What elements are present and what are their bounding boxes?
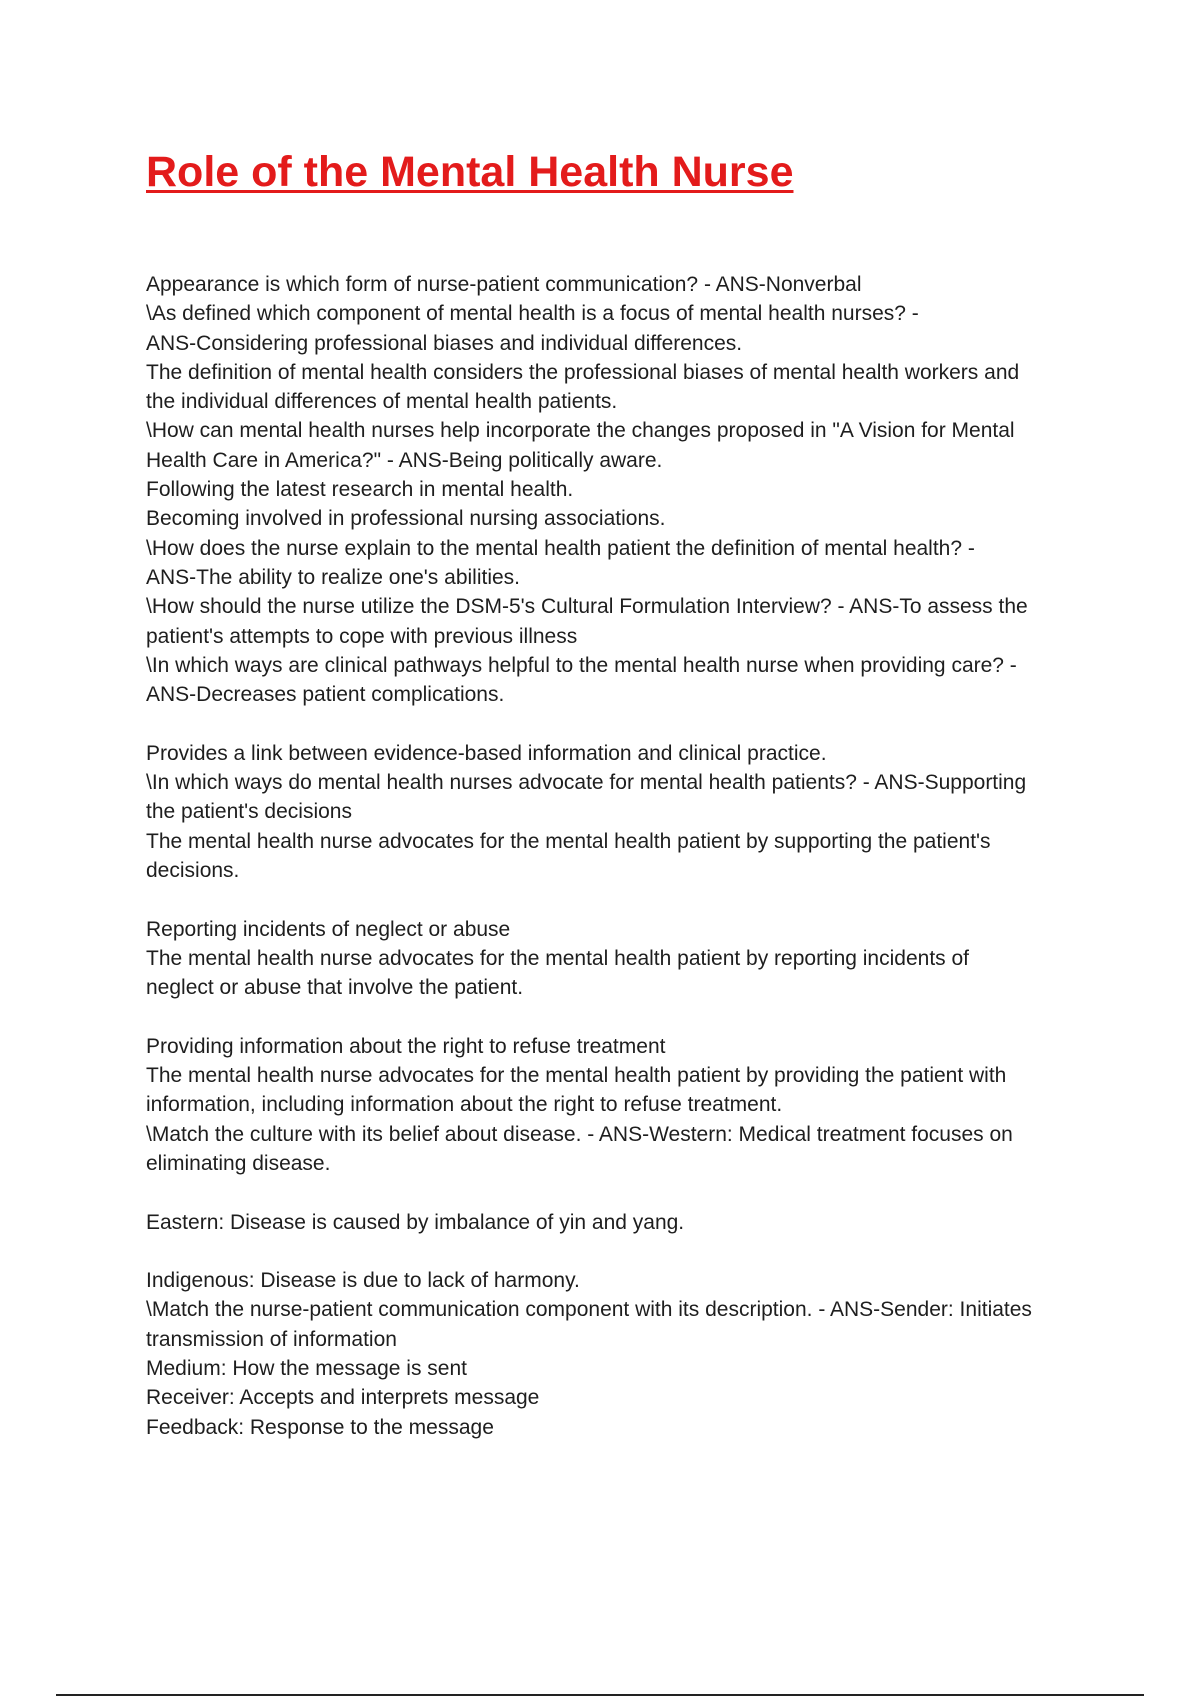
- text-line: Eastern: Disease is caused by imbalance of yin and yang.: [146, 1210, 685, 1234]
- text-line: transmission of information: [146, 1327, 397, 1351]
- page-title: Role of the Mental Health Nurse: [146, 148, 794, 196]
- document-body: [146, 270, 1096, 1442]
- blank-line: [146, 1178, 1096, 1207]
- text-line: information, including information about the right to refuse treatment.: [146, 1093, 783, 1117]
- text-line: Medium: How the message is sent: [146, 1356, 467, 1380]
- text-line: ANS-Decreases patient complications.: [146, 683, 505, 707]
- text-line: neglect or abuse that involve the patient.: [146, 976, 524, 1000]
- text-line: Indigenous: Disease is due to lack of harmony.: [146, 1269, 580, 1293]
- text-line: The mental health nurse advocates for the mental health patient by providing the patient with: [146, 1064, 1007, 1088]
- text-line: decisions.: [146, 858, 240, 882]
- text-line: The mental health nurse advocates for the mental health patient by reporting incidents of: [146, 946, 969, 970]
- text-line: Health Care in America?" - ANS-Being politically aware.: [146, 448, 663, 472]
- text-line: Receiver: Accepts and interprets message: [146, 1386, 540, 1410]
- text-line: \How can mental health nurses help incorporate the changes proposed in "A Vision for Mental: [146, 419, 1015, 443]
- footer-divider: [56, 1694, 1144, 1696]
- text-line: \As defined which component of mental health is a focus of mental health nurses? -: [146, 302, 919, 326]
- text-line: Reporting incidents of neglect or abuse: [146, 917, 511, 941]
- text-line: \In which ways are clinical pathways helpful to the mental health nurse when providing care? -: [146, 653, 1017, 677]
- text-line: eliminating disease.: [146, 1151, 331, 1175]
- text-line: \How does the nurse explain to the mental health patient the definition of mental health? -: [146, 536, 975, 560]
- text-line: ANS-Considering professional biases and individual differences.: [146, 331, 743, 355]
- text-line: Feedback: Response to the message: [146, 1415, 494, 1439]
- blank-line: [146, 1237, 1096, 1266]
- blank-line: [146, 885, 1096, 914]
- text-line: \How should the nurse utilize the DSM-5's Cultural Formulation Interview? - ANS-To assess the: [146, 595, 1028, 619]
- text-line: Providing information about the right to refuse treatment: [146, 1034, 666, 1058]
- text-line: Becoming involved in professional nursing associations.: [146, 507, 666, 531]
- text-line: Following the latest research in mental health.: [146, 478, 574, 502]
- text-line: Provides a link between evidence-based information and clinical practice.: [146, 741, 827, 765]
- text-line: ANS-The ability to realize one's abilities.: [146, 565, 521, 589]
- text-line: Appearance is which form of nurse-patient communication? - ANS-Nonverbal: [146, 273, 862, 296]
- text-line: The mental health nurse advocates for the mental health patient by supporting the patient's: [146, 829, 991, 853]
- text-line: \Match the nurse-patient communication component with its description. - ANS-Sender: Initiates: [146, 1298, 1032, 1322]
- text-line: \In which ways do mental health nurses advocate for mental health patients? - ANS-Supporting: [146, 771, 1027, 795]
- text-line: patient's attempts to cope with previous illness: [146, 624, 578, 648]
- text-line: the individual differences of mental health patients.: [146, 390, 618, 414]
- text-line: the patient's decisions: [146, 800, 352, 824]
- text-line: The definition of mental health considers the professional biases of mental health workers and: [146, 360, 1020, 384]
- blank-line: [146, 709, 1096, 738]
- blank-line: [146, 1002, 1096, 1031]
- text-line: \Match the culture with its belief about disease. - ANS-Western: Medical treatment focuses on: [146, 1122, 1013, 1146]
